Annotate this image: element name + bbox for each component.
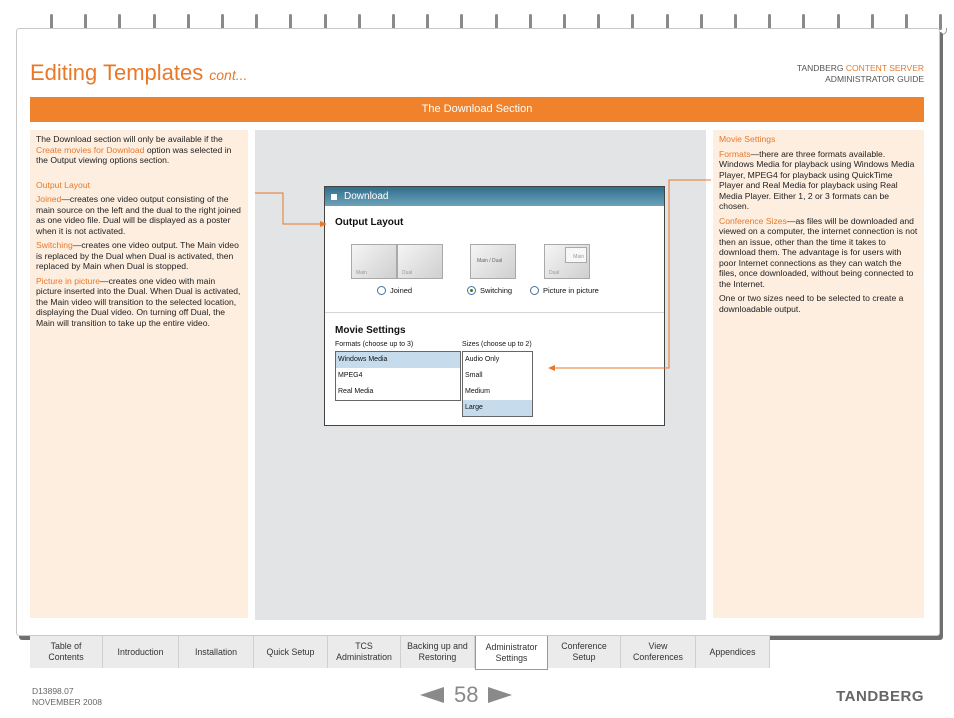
- sizes-description: [719, 216, 918, 290]
- section-title-bar: The Download Section: [30, 97, 924, 122]
- download-header-label: Download: [344, 191, 389, 202]
- formats-description: [719, 149, 918, 212]
- tandberg-logo: TANDBERG: [836, 688, 924, 705]
- switching-description: [36, 240, 242, 272]
- page-number: 58: [454, 682, 479, 707]
- section-divider: [325, 312, 664, 313]
- doc-number: D13898.07: [32, 686, 74, 696]
- joined-text: —creates one video output consisting of the main source on the left and the dual to the right joined as one video file. Dual will be displayed as a poster when it is not activated.: [36, 194, 241, 236]
- tab-label: Administrator: [485, 641, 538, 652]
- tab-table-of-contents[interactable]: [30, 636, 103, 668]
- tab-label: Table of: [50, 641, 82, 651]
- joined-main-thumbnail: [351, 244, 397, 279]
- pip-term: Picture in picture: [36, 275, 101, 286]
- doc-date: NOVEMBER 2008: [32, 697, 102, 707]
- chapter-tabs: [30, 636, 770, 670]
- tab-conference-setup[interactable]: [548, 636, 621, 668]
- thumb-label: Main: [573, 254, 584, 260]
- pip-description: [36, 276, 242, 329]
- formats-label: Formats (choose up to 3): [335, 341, 414, 348]
- tab-label: Quick Setup: [266, 646, 315, 657]
- tab-label: Restoring: [418, 652, 457, 662]
- tab-label: Contents: [48, 652, 84, 662]
- tab-installation[interactable]: [179, 636, 254, 668]
- tab-label: Setup: [572, 652, 596, 662]
- tab-introduction[interactable]: [103, 636, 179, 668]
- right-column: [713, 130, 924, 618]
- output-layout-subhead: Output Layout: [36, 179, 90, 190]
- format-option[interactable]: MPEG4: [338, 372, 363, 379]
- pip-inset: [565, 247, 587, 263]
- page-navigator: [420, 682, 512, 708]
- tab-tcs-administration[interactable]: [328, 636, 401, 668]
- joined-radio-option[interactable]: [377, 286, 412, 295]
- movie-settings-heading: Movie Settings: [335, 325, 406, 336]
- tab-view-conferences[interactable]: [621, 636, 696, 668]
- sizes-text: —as files will be downloaded and viewed on a computer, the internet connection is not then an issue, other than the time it takes to download them. The advantage is for users with poor Internet connections as they can watch the files, once downloaded, without being connected to the Internet.: [719, 215, 918, 289]
- tab-label: Backing up and: [407, 641, 468, 651]
- intro-paragraph: [36, 134, 242, 166]
- switching-radio-option[interactable]: [467, 286, 512, 295]
- pip-radio-option[interactable]: [530, 286, 599, 295]
- switching-term: Switching: [36, 240, 73, 250]
- joined-radio-label: Joined: [390, 286, 413, 295]
- sizes-listbox[interactable]: [462, 351, 533, 417]
- sizes-term: Conference Sizes: [719, 215, 787, 226]
- sizes-note: One or two sizes need to be selected to create a downloadable output.: [719, 293, 904, 314]
- download-screenshot: [324, 186, 665, 426]
- output-layout-heading: Output Layout: [335, 217, 404, 228]
- formats-text: —there are three formats available. Windows Media for playback using Windows Media Player, MPEG4 for playback using QuickTime Player and Real Media for playback using Real Media Player. Either 1, 2 or 3 formats can be chosen.: [719, 148, 915, 211]
- size-option[interactable]: Large: [463, 400, 532, 416]
- size-option[interactable]: Small: [465, 372, 483, 379]
- sizes-label: Sizes (choose up to 2): [462, 341, 532, 348]
- format-option[interactable]: Windows Media: [336, 352, 460, 368]
- format-option[interactable]: Real Media: [338, 388, 374, 395]
- pip-radio[interactable]: [530, 286, 539, 295]
- size-option[interactable]: Audio Only: [465, 356, 500, 363]
- page-title-suffix: cont...: [209, 67, 248, 83]
- tab-administrator-settings[interactable]: [475, 636, 548, 670]
- switching-radio-label: Switching: [480, 286, 513, 295]
- joined-description: [36, 194, 242, 236]
- tab-label: Installation: [194, 646, 238, 657]
- tab-backing-up-and-restoring[interactable]: [401, 636, 475, 668]
- pip-text: —creates one video with main picture inserted into the Dual. When Dual is activated, the Main video will transition to the selected location, displaying the Dual video. On turning off Dual, the Main will transition to take up the entire video.: [36, 275, 241, 328]
- left-column: [30, 130, 248, 618]
- previous-page-icon[interactable]: [420, 687, 444, 703]
- tab-label: TCS: [355, 641, 373, 651]
- tab-label: Conference: [561, 641, 607, 651]
- download-header: [325, 187, 664, 206]
- create-movies-link[interactable]: Create movies for Download: [36, 144, 145, 155]
- tab-label: Administration: [336, 652, 392, 662]
- collapse-icon[interactable]: [331, 194, 337, 200]
- intro-text-end: option was selected in the Output viewing options section.: [36, 144, 232, 165]
- switching-thumbnail: [470, 244, 516, 279]
- tab-label: Settings: [495, 652, 528, 663]
- tab-appendices[interactable]: [696, 636, 770, 668]
- tab-label: Introduction: [117, 646, 164, 657]
- next-page-icon[interactable]: [488, 687, 512, 703]
- thumb-label: Main / Dual: [477, 258, 503, 264]
- guide-brand: TANDBERG: [796, 63, 844, 73]
- intro-text: The Download section will only be available if the: [36, 134, 223, 144]
- joined-dual-thumbnail: [397, 244, 443, 279]
- tab-label: View: [648, 641, 668, 651]
- movie-settings-subhead: Movie Settings: [719, 134, 776, 144]
- page-title: [30, 60, 247, 86]
- tab-label: Appendices: [709, 646, 756, 657]
- page-title-text: Editing Templates: [30, 60, 204, 85]
- guide-title: ADMINISTRATOR GUIDE: [825, 74, 924, 84]
- pip-radio-label: Picture in picture: [543, 286, 599, 295]
- switching-text: —creates one video output. The Main video is replaced by the Dual when Dual is activated, then replaced by Main when Dual is stopped.: [36, 240, 239, 271]
- document-id: [32, 686, 102, 708]
- tab-label: Conferences: [633, 652, 683, 662]
- size-option[interactable]: Medium: [465, 388, 490, 395]
- thumb-label: Main: [356, 270, 367, 276]
- switching-radio[interactable]: [467, 286, 476, 295]
- tab-quick-setup[interactable]: [254, 636, 328, 668]
- joined-radio[interactable]: [377, 286, 386, 295]
- guide-product: CONTENT SERVER: [845, 63, 924, 73]
- formats-term: Formats: [719, 148, 751, 159]
- formats-listbox[interactable]: [335, 351, 461, 401]
- thumb-label: Dual: [402, 270, 413, 276]
- pip-thumbnail: [544, 244, 590, 279]
- guide-identifier: [797, 63, 924, 85]
- thumb-label: Dual: [549, 270, 560, 276]
- joined-term: Joined: [36, 194, 62, 204]
